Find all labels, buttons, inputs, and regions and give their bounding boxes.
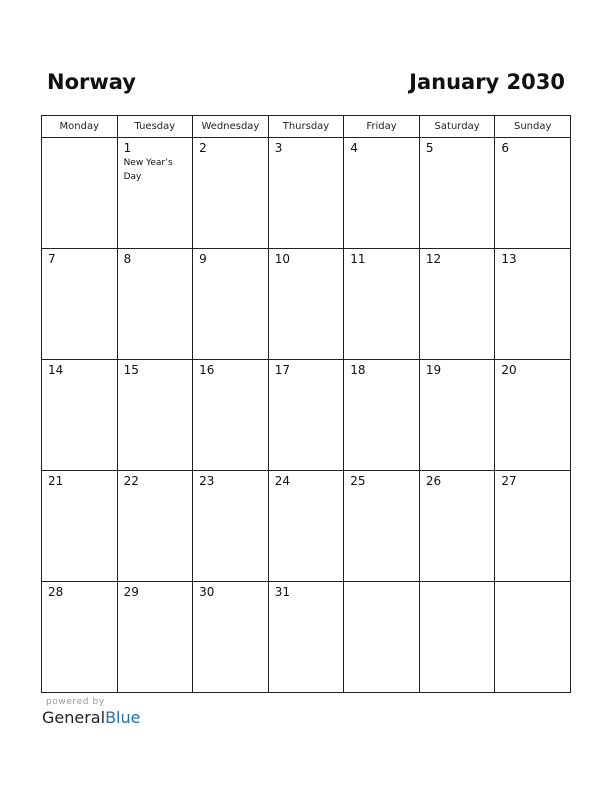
powered-by-text: powered by	[46, 697, 105, 707]
day-number: 20	[501, 363, 517, 377]
week-row	[42, 360, 571, 471]
footer-branding	[42, 697, 140, 727]
day-cell	[268, 471, 344, 582]
weekday-header: Thursday	[268, 116, 344, 138]
day-number: 17	[274, 363, 290, 377]
brand-logo	[42, 708, 140, 727]
week-row	[42, 138, 571, 249]
day-number: 26	[425, 474, 442, 488]
day-number: 30	[199, 585, 215, 599]
day-number: 6	[501, 141, 510, 155]
day-number: 7	[48, 252, 56, 266]
day-number: 29	[123, 585, 139, 599]
day-cell	[193, 471, 269, 582]
day-cell	[193, 360, 269, 471]
holiday-label: New Year’s Day	[123, 158, 173, 182]
day-cell	[42, 360, 118, 471]
day-cell	[117, 582, 193, 693]
weekday-header: Wednesday	[193, 116, 269, 138]
day-number: 2	[199, 141, 207, 155]
day-cell	[42, 582, 118, 693]
day-cell	[419, 138, 495, 249]
day-cell	[344, 249, 420, 360]
day-cell	[495, 138, 571, 249]
day-number: 18	[350, 363, 366, 377]
day-cell	[193, 138, 269, 249]
day-number: 10	[274, 252, 290, 266]
day-number: 22	[123, 474, 139, 488]
day-number: 1	[123, 141, 132, 155]
empty-day-cell	[495, 582, 571, 693]
day-cell	[117, 249, 193, 360]
calendar-grid	[41, 115, 571, 693]
day-number: 31	[274, 585, 290, 599]
day-cell	[42, 471, 118, 582]
brand-general-text: General	[42, 708, 106, 727]
day-number: 16	[199, 363, 215, 377]
day-number: 8	[123, 252, 132, 266]
weekday-header: Friday	[344, 116, 420, 138]
weekday-header: Monday	[42, 116, 118, 138]
day-number: 27	[501, 474, 517, 488]
day-cell	[344, 360, 420, 471]
day-cell	[495, 249, 571, 360]
brand-blue-text: Blue	[105, 708, 141, 727]
day-cell	[268, 138, 344, 249]
day-number: 13	[501, 252, 517, 266]
day-number: 23	[199, 474, 215, 488]
day-cell	[344, 471, 420, 582]
day-number: 15	[123, 363, 139, 377]
day-cell	[419, 249, 495, 360]
day-number: 12	[425, 252, 442, 266]
weekday-header: Saturday	[419, 116, 495, 138]
empty-day-cell	[42, 138, 118, 249]
day-number: 4	[350, 141, 358, 155]
day-cell	[117, 471, 193, 582]
day-cell	[419, 360, 495, 471]
day-cell	[419, 471, 495, 582]
empty-day-cell	[419, 582, 495, 693]
day-cell	[495, 471, 571, 582]
day-number: 3	[274, 141, 283, 155]
day-number: 24	[274, 474, 290, 488]
weekday-header-row	[42, 116, 571, 138]
week-row	[42, 249, 571, 360]
day-cell	[42, 249, 118, 360]
week-row	[42, 582, 571, 693]
day-number: 14	[48, 363, 64, 377]
day-cell	[193, 249, 269, 360]
week-row	[42, 471, 571, 582]
day-cell	[117, 138, 193, 249]
day-cell	[344, 138, 420, 249]
day-number: 5	[425, 141, 434, 155]
day-number: 9	[199, 252, 207, 266]
weekday-header: Tuesday	[117, 116, 193, 138]
day-cell	[193, 582, 269, 693]
month-year-title: January 2030	[409, 70, 565, 94]
day-number: 11	[350, 252, 366, 266]
day-cell	[268, 249, 344, 360]
day-number: 28	[48, 585, 64, 599]
day-cell	[268, 582, 344, 693]
empty-day-cell	[344, 582, 420, 693]
weekday-header: Sunday	[495, 116, 571, 138]
day-number: 19	[425, 363, 442, 377]
day-number: 21	[48, 474, 64, 488]
day-number: 25	[350, 474, 366, 488]
day-cell	[495, 360, 571, 471]
country-title: Norway	[47, 70, 136, 94]
day-cell	[117, 360, 193, 471]
day-cell	[268, 360, 344, 471]
